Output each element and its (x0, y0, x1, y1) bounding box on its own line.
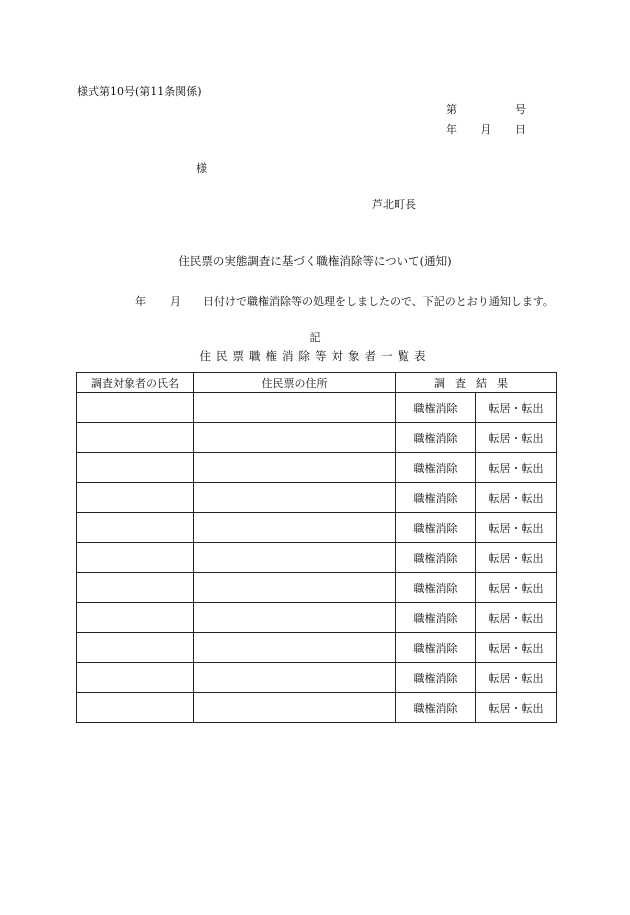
result-option-deletion: 職権消除 (396, 573, 476, 603)
address-cell[interactable] (194, 393, 396, 423)
ki-marker: 記 (309, 331, 321, 344)
result-option-move: 転居・転出 (476, 453, 557, 483)
result-option-deletion: 職権消除 (396, 423, 476, 453)
table-row (77, 663, 557, 693)
date-month: 月 (480, 123, 492, 136)
result-option-deletion: 職権消除 (396, 453, 476, 483)
result-option-move: 転居・転出 (476, 483, 557, 513)
table-row (77, 603, 557, 633)
addressee: 様 (196, 162, 207, 175)
table-row (77, 423, 557, 453)
address-cell[interactable] (194, 513, 396, 543)
document-number (446, 104, 526, 115)
table-row (77, 543, 557, 573)
result-option-deletion: 職権消除 (396, 663, 476, 693)
table-row (77, 693, 557, 723)
name-cell[interactable] (77, 393, 194, 423)
table-row (77, 573, 557, 603)
result-option-deletion: 職権消除 (396, 483, 476, 513)
table-row (77, 633, 557, 663)
address-cell[interactable] (194, 603, 396, 633)
name-cell[interactable] (77, 513, 194, 543)
name-cell[interactable] (77, 483, 194, 513)
table-row (77, 453, 557, 483)
name-cell[interactable] (77, 603, 194, 633)
header-result: 調査結果 (396, 373, 557, 393)
body-month: 月 (170, 295, 181, 308)
name-cell[interactable] (77, 543, 194, 573)
result-option-deletion: 職権消除 (396, 393, 476, 423)
table-row (77, 393, 557, 423)
table-header-row (77, 373, 557, 393)
address-cell[interactable] (194, 573, 396, 603)
form-number-label: 様式第10号(第11条関係) (77, 85, 202, 98)
result-option-move: 転居・転出 (476, 633, 557, 663)
table-row (77, 513, 557, 543)
result-option-move: 転居・転出 (476, 573, 557, 603)
result-option-deletion: 職権消除 (396, 693, 476, 723)
address-cell[interactable] (194, 543, 396, 573)
document-number-prefix: 第 (446, 103, 457, 116)
date-day: 日 (515, 123, 526, 136)
name-cell[interactable] (77, 633, 194, 663)
address-cell[interactable] (194, 483, 396, 513)
body-year: 年 (135, 295, 146, 308)
address-cell[interactable] (194, 663, 396, 693)
result-option-move: 転居・転出 (476, 423, 557, 453)
name-cell[interactable] (77, 453, 194, 483)
address-cell[interactable] (194, 633, 396, 663)
issue-date (446, 124, 526, 135)
result-option-deletion: 職権消除 (396, 543, 476, 573)
sender: 芦北町長 (372, 198, 416, 211)
table-row (77, 483, 557, 513)
date-year: 年 (446, 123, 457, 136)
result-option-move: 転居・転出 (476, 543, 557, 573)
address-cell[interactable] (194, 693, 396, 723)
name-cell[interactable] (77, 663, 194, 693)
result-option-deletion: 職権消除 (396, 633, 476, 663)
address-cell[interactable] (194, 423, 396, 453)
body-text: 日付けで職権消除等の処理をしましたので、下記のとおり通知します。 (203, 295, 554, 308)
name-cell[interactable] (77, 693, 194, 723)
result-option-move: 転居・転出 (476, 393, 557, 423)
result-option-move: 転居・転出 (476, 663, 557, 693)
name-cell[interactable] (77, 573, 194, 603)
result-option-move: 転居・転出 (476, 603, 557, 633)
document-title: 住民票の実態調査に基づく職権消除等について(通知) (178, 254, 452, 268)
body-paragraph (77, 293, 555, 311)
target-list-table (76, 372, 557, 723)
name-cell[interactable] (77, 423, 194, 453)
document-number-suffix: 号 (515, 103, 526, 116)
header-name: 調査対象者の氏名 (77, 373, 194, 393)
address-cell[interactable] (194, 453, 396, 483)
result-option-move: 転居・転出 (476, 513, 557, 543)
result-option-deletion: 職権消除 (396, 513, 476, 543)
header-address: 住民票の住所 (194, 373, 396, 393)
result-option-move: 転居・転出 (476, 693, 557, 723)
table-title: 住民票職権消除等対象者一覧表 (199, 349, 431, 363)
result-option-deletion: 職権消除 (396, 603, 476, 633)
